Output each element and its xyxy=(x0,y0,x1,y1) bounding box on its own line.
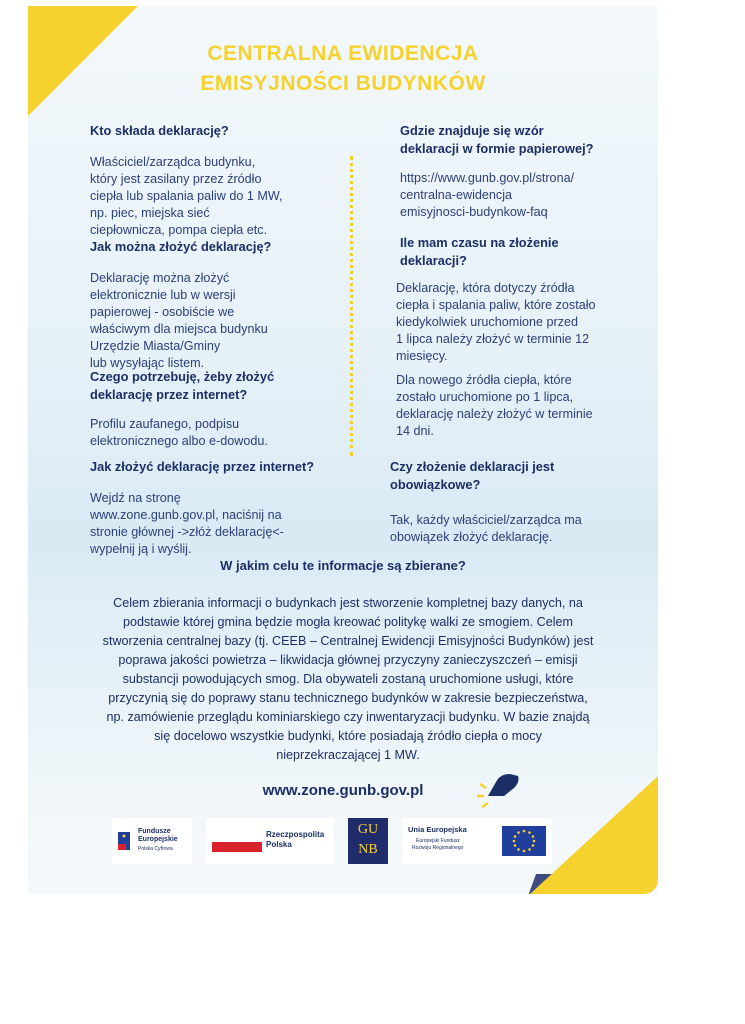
question-how-much-time: Ile mam czasu na złożenie deklaracji? xyxy=(400,235,559,268)
question-who-submits: Kto składa deklarację? xyxy=(90,123,229,138)
logo-bar xyxy=(112,818,582,864)
polish-flag-icon xyxy=(212,842,262,852)
title-line-2: EMISYJNOŚCI BUDYNKÓW xyxy=(200,72,486,95)
pointing-hand-icon xyxy=(476,766,522,808)
rzeczpospolita-polska-logo: Rzeczpospolita Polska xyxy=(206,818,334,864)
question-what-needed: Czego potrzebuję, żeby złożyć deklarację przez internet? xyxy=(90,369,275,402)
gunb-logo: GU NB xyxy=(348,818,388,864)
question-mandatory: Czy złożenie deklaracji jest obowiązkowe? xyxy=(390,459,555,492)
fundusze-europejskie-logo: Fundusze Europejskie Polska Cyfrowa xyxy=(112,818,192,864)
answer-how-online: Wejdź na stronę www.zone.gunb.gov.pl, naciśnij na stronie głównej ->złóż deklarację<- wypełnij ją i wyślij. xyxy=(90,491,284,556)
answer-what-needed: Profilu zaufanego, podpisu elektronicznego albo e-dowodu. xyxy=(90,417,268,448)
answer-how-much-time: Deklarację, która dotyczy źródła ciepła i spalania paliw, które zostało kiedykolwiek uruchomione przed 1 lipca należy złożyć w terminie 12 miesięcy. xyxy=(396,281,596,363)
answer-purpose: Celem zbierania informacji o budynkach jest stworzenie kompletnej bazy danych, na podstawie której gmina będzie mogła kreować politykę walki ze smogiem. Celem stworzenia centralnej bazy (tj. CEEB – Centralnej Ewidencji Emisyjności Budynków) jest poprawa jakości powietrza – likwidacja głównej przyczyny zanieczyszczeń – emisji substancji powodujących smog. Dla obywateli zostaną uruchomione usługi, które przyczynią się do poprawy stanu technicznego budynków w zakresie bezpieczeństwa, np. zamówienie przeglądu kominiarskiego czy inwentaryzacji budynku. W bazie znajdą się docelowo wszystkie budynki, które posiadają źródło ciepła o mocy nieprzekraczającej 1 MW. xyxy=(102,596,594,762)
unia-europejska-logo: Unia Europejska Europejski Fundusz Rozwoju Regionalnego xyxy=(402,818,552,864)
answer-how-much-time-new: Dla nowego źródła ciepła, które zostało uruchomione po 1 lipca, deklarację należy złożyć w terminie 14 dni. xyxy=(396,373,593,438)
column-divider xyxy=(350,156,353,456)
fe-emblem-icon xyxy=(116,830,134,852)
answer-who-submits: Właściciel/zarządca budynku, który jest zasilany przez źródło ciepła lub spalania paliw do 1 MW, np. piec, miejska sieć ciepłownicza, pompa ciepła etc. xyxy=(90,155,283,237)
eu-flag-icon xyxy=(502,826,546,856)
answer-how-submit: Deklarację można złożyć elektronicznie lub w wersji papierowej - osobiście we właściwym dla miejsca budynku Urzędzie Miasta/Gminy lub wysyłając listem. xyxy=(90,271,268,370)
answer-paper-form: https://www.gunb.gov.pl/strona/ centralna-ewidencja emisyjnosci-budynkow-faq xyxy=(400,171,575,219)
website-url[interactable]: www.zone.gunb.gov.pl xyxy=(262,782,424,799)
answer-mandatory: Tak, każdy właściciel/zarządca ma obowiązek złożyć deklarację. xyxy=(390,513,582,544)
title-line-1: CENTRALNA EWIDENCJA xyxy=(207,42,479,65)
question-paper-form: Gdzie znajduje się wzór deklaracji w formie papierowej? xyxy=(400,123,594,156)
flyer xyxy=(28,6,658,894)
question-purpose: W jakim celu te informacje są zbierane? xyxy=(220,558,466,573)
question-how-online: Jak złożyć deklarację przez internet? xyxy=(90,459,315,474)
question-how-submit: Jak można złożyć deklarację? xyxy=(90,239,272,254)
